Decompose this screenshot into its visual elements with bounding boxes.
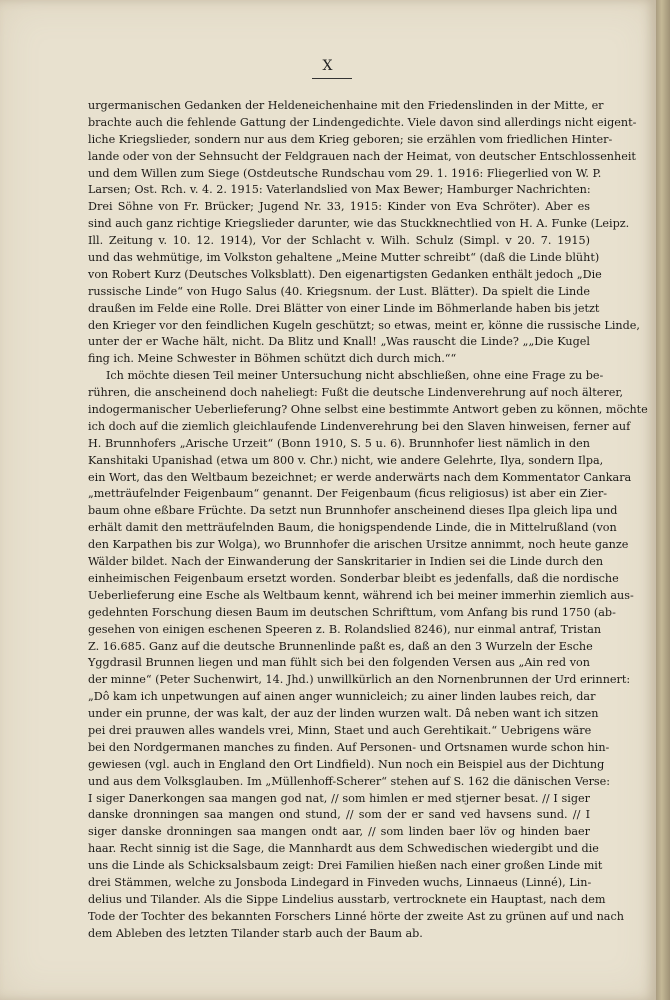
text-line: danske dronningen saa mangen ond stund, // som der er sand ved havsens sund. // I: [88, 808, 590, 822]
page-edge: [656, 0, 670, 1000]
text-line: Z. 16.685. Ganz auf die deutsche Brunnenlinde paßt es, daß an den 3 Wurzeln der Esche: [88, 639, 593, 653]
text-line: Ill. Zeitung v. 10. 12. 1914), Vor der Schlacht v. Wilh. Schulz (Simpl. v 20. 7. 1915): [88, 234, 590, 248]
text-line: Kanshitaki Upanishad (etwa um 800 v. Chr.) nicht, wie andere Gelehrte, Ilya, sondern Ilpa,: [88, 453, 604, 467]
text-line: gedehnten Forschung diesen Baum im deutschen Schrifttum, vom Anfang bis rund 1750 (ab-: [88, 605, 616, 619]
text-line: ich doch auf die ziemlich gleichlaufende Lindenverehrung bei den Slaven hinweisen, ferner auf: [88, 419, 631, 433]
text-line: fing ich. Meine Schwester in Böhmen schützt dich durch mich.““: [88, 352, 457, 366]
text-line: von Robert Kurz (Deutsches Volksblatt). Den eigenartigsten Gedanken enthält jedoch „Die: [88, 267, 602, 281]
text-line: der minne“ (Peter Suchenwirt, 14. Jhd.) unwillkürlich an den Nornenbrunnen der Urd erinnert:: [88, 673, 631, 687]
text-line: lande oder von der Sehnsucht der Feldgrauen nach der Heimat, von deutscher Entschlossenheit: [88, 149, 636, 163]
text-line: dem Ableben des letzten Tilander starb auch der Baum ab.: [88, 926, 423, 940]
text-line: Drei Söhne von Fr. Brücker; Jugend Nr. 33, 1915: Kinder von Eva Schröter). Aber es: [88, 200, 590, 214]
text-line: drei Stämmen, welche zu Jonsboda Lindegard in Finveden wuchs, Linnaeus (Linné), Lin-: [88, 875, 592, 889]
page-number-rule: [312, 78, 352, 79]
body-text: [88, 98, 648, 943]
text-line: Larsen; Ost. Rch. v. 4. 2. 1915: Vaterlandslied von Max Bewer; Hamburger Nachrichten:: [88, 183, 591, 197]
text-line: indogermanischer Ueberlieferung? Ohne selbst eine bestimmte Antwort geben zu können, möchte: [88, 403, 648, 417]
text-line: einheimischen Feigenbaum ersetzt worden. Sonderbar bleibt es jedenfalls, daß die nordische: [88, 571, 619, 585]
text-line: baum ohne eßbare Früchte. Da setzt nun Brunnhofer anscheinend dieses Ilpa gleich lipa und: [88, 504, 618, 518]
text-line: unter der er Wache hält, nicht. Da Blitz und Knall! „Was rauscht die Linde? „„Die Kugel: [88, 335, 590, 349]
text-line: russische Linde“ von Hugo Salus (40. Kriegsnum. der Lust. Blätter). Da spielt die Linde: [88, 284, 590, 298]
text-line: draußen im Felde eine Rolle. Drei Blätter von einer Linde im Böhmerlande haben bis jetzt: [88, 301, 600, 315]
text-line: siger danske dronningen saa mangen ondt aar, // som linden baer löv og hinden baer: [88, 825, 590, 839]
text-line: den Karpathen bis zur Wolga), wo Brunnhofer die arischen Ursitze annimmt, noch heute ganze: [88, 538, 629, 552]
text-line: und dem Willen zum Siege (Ostdeutsche Rundschau vom 29. 1. 1916: Fliegerlied von W. P.: [88, 166, 602, 180]
text-line: und aus dem Volksglauben. Im „Müllenhoff-Scherer“ stehen auf S. 162 die dänischen Verse:: [88, 774, 611, 788]
text-line: Wälder bildet. Nach der Einwanderung der Sanskritarier in Indien sei die Linde durch den: [88, 555, 604, 569]
text-line: „Dô kam ich unpetwungen auf ainen anger wunnicleich; zu ainer linden laubes reich, dar: [88, 690, 596, 704]
text-line: erhält damit den metträufelnden Baum, die honigspendende Linde, die in Mittelrußland (von: [88, 521, 617, 535]
text-line: Yggdrasil Brunnen liegen und man fühlt sich bei den folgenden Versen aus „Ain red von: [88, 656, 590, 670]
text-line: haar. Recht sinnig ist die Sage, die Mannhardt aus dem Schwedischen wiedergibt und die: [88, 842, 599, 856]
text-line: bei den Nordgermanen manches zu finden. Auf Personen- und Ortsnamen wurde schon hin-: [88, 740, 610, 754]
text-line: den Krieger vor den feindlichen Kugeln geschützt; so etwas, meint er, könne die russische Linde,: [88, 318, 640, 332]
text-line: „metträufelnder Feigenbaum“ genannt. Der Feigenbaum (ficus religiosus) ist aber ein Zier-: [88, 487, 608, 501]
text-line: Tode der Tochter des bekannten Forschers Linné hörte der zweite Ast zu grünen auf und nach: [88, 909, 624, 923]
text-line: liche Kriegslieder, sondern nur aus dem Krieg geboren; sie erzählen vom friedlichen Hinter-: [88, 132, 613, 146]
text-line: pei drei prauwen alles wandels vrei, Minn, Staet und auch Gerehtikait.“ Uebrigens wäre: [88, 723, 592, 737]
text-line: urgermanischen Gedanken der Heldeneichenhaine mit den Friedenslinden in der Mitte, er: [88, 99, 604, 112]
text-line: sind auch ganz richtige Kriegslieder darunter, wie das Stuckknechtlied von H. A. Funke (Leipz.: [88, 217, 630, 231]
text-line: Ueberlieferung eine Esche als Weltbaum kennt, während ich bei meiner immerhin ziemlich aus-: [88, 588, 634, 602]
text-line: ein Wort, das den Weltbaum bezeichnet; er werde anderwärts nach dem Kommentator Cankara: [88, 470, 632, 484]
text-line: gewiesen (vgl. auch in England den Ort Lindfield). Nun noch ein Beispiel aus der Dichtung: [88, 757, 605, 771]
text-line: rühren, die anscheinend doch naheliegt: Fußt die deutsche Lindenverehrung auf noch älterer,: [88, 386, 623, 400]
text-line: brachte auch die fehlende Gattung der Lindengedichte. Viele davon sind allerdings nicht eigent-: [88, 115, 637, 129]
text-line: gesehen von einigen eschenen Speeren z. B. Rolandslied 8246), nur einmal antraf, Tristan: [88, 622, 602, 636]
text-line: und das wehmütige, im Volkston gehaltene „Meine Mutter schreibt“ (daß die Linde blüht): [88, 251, 600, 265]
text-line: I siger Danerkongen saa mangen god nat, // som himlen er med stjerner besat. // I siger: [88, 791, 590, 805]
text-line: Ich möchte diesen Teil meiner Untersuchung nicht abschließen, ohne eine Frage zu be-: [106, 369, 604, 383]
text-line: uns die Linde als Schicksalsbaum zeigt: Drei Familien hießen nach einer großen Linde mit: [88, 859, 603, 873]
text-line: under ein prunne, der was kalt, der auz der linden wurzen walt. Dâ neben want ich sitzen: [88, 707, 599, 721]
page-number: X: [322, 58, 334, 74]
text-line: H. Brunnhofers „Arische Urzeit“ (Bonn 1910, S. 5 u. 6). Brunnhofer liest nämlich in den: [88, 436, 590, 450]
text-line: delius und Tilander. Als die Sippe Lindelius ausstarb, vertrocknete ein Hauptast, nach dem: [88, 892, 606, 906]
